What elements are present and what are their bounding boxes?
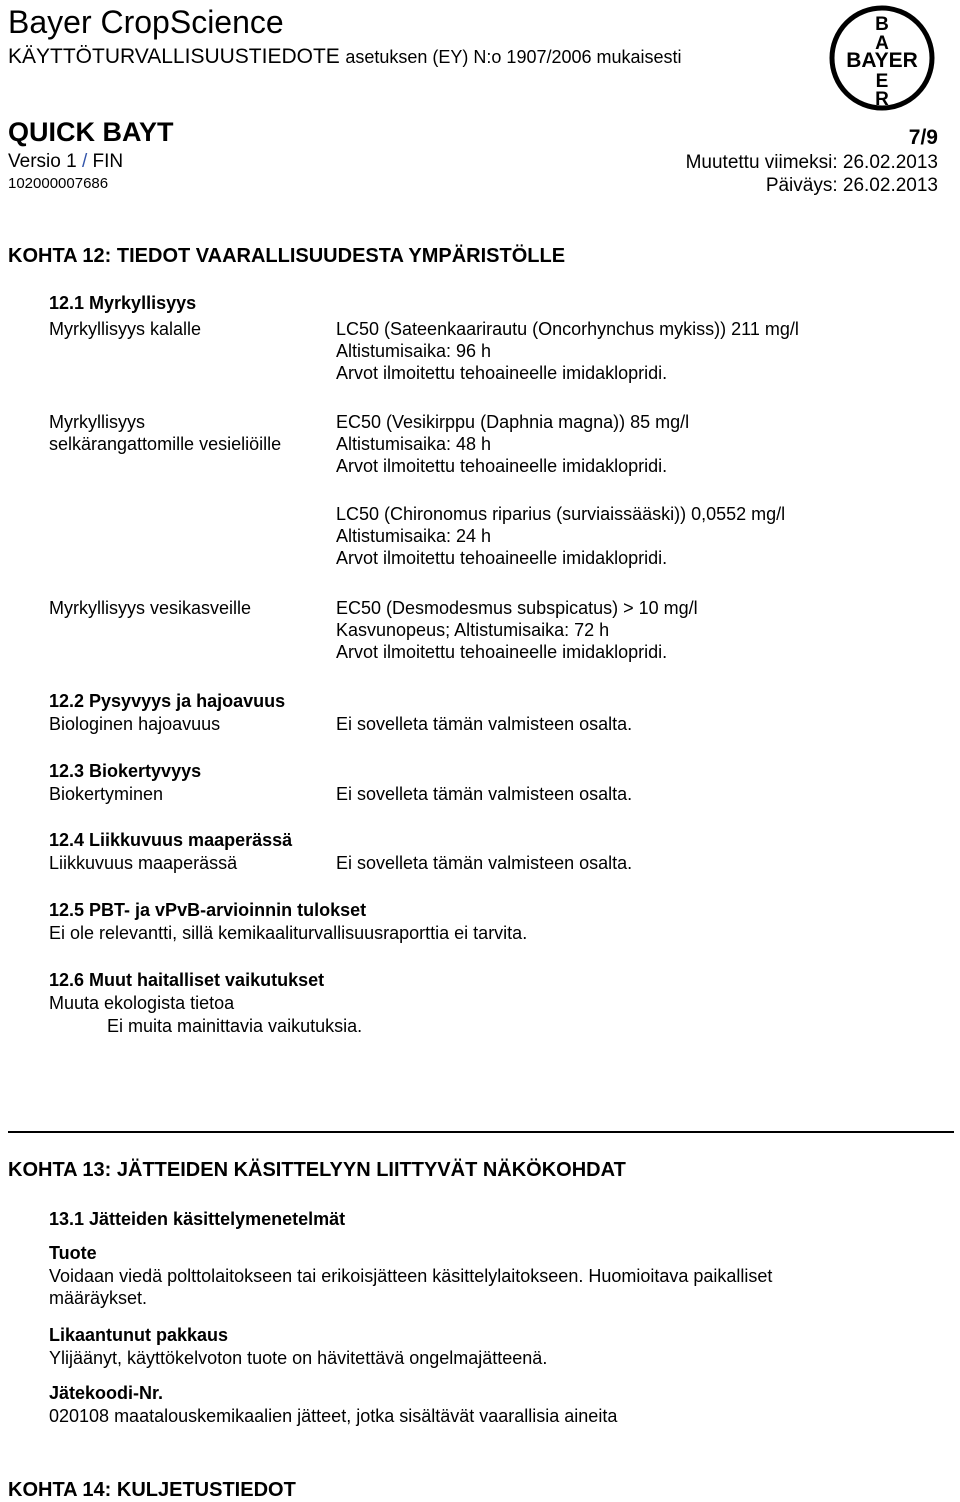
version-slash: / xyxy=(81,151,88,172)
invertebrate-label-line-1: Myrkyllisyys xyxy=(49,412,145,432)
product-name: QUICK BAYT xyxy=(8,117,174,147)
ecological-info-text: Ei muita mainittavia vaikutuksia. xyxy=(107,1016,363,1036)
version-label: Versio xyxy=(8,151,61,172)
aquatic-plant-toxicity-values xyxy=(336,597,698,663)
invertebrate-toxicity-label xyxy=(49,411,281,455)
subsection-13-1-title: 13.1 Jätteiden käsittelymenetelmät xyxy=(49,1209,346,1229)
invertebrate-label-line-2: selkärangattomille vesieliöille xyxy=(49,434,282,454)
product-disposal-line-2: määräykset. xyxy=(49,1288,148,1308)
bioaccumulation-value: Ei sovelleta tämän valmisteen osalta. xyxy=(336,784,633,804)
daphnia-ec50: EC50 (Vesikirppu (Daphnia magna)) 85 mg/l xyxy=(336,412,690,432)
svg-text:B: B xyxy=(875,14,889,35)
product-disposal-line-1: Voidaan viedä polttolaitokseen tai erikoisjätteen käsittelylaitokseen. Huomioitava paikalliset xyxy=(49,1266,773,1286)
packaging-disposal-text: Ylijäänyt, käyttökelvoton tuote on hävitettävä ongelmajätteenä. xyxy=(49,1348,548,1368)
chironomus-lc50: LC50 (Chironomus riparius (surviaissääski)) 0,0552 mg/l xyxy=(336,504,786,524)
waste-code-label: Jätekoodi-Nr. xyxy=(49,1383,164,1403)
regulation: asetuksen (EY) N:o 1907/2006 mukaisesti xyxy=(345,47,682,67)
product-disposal-label: Tuote xyxy=(49,1243,97,1263)
bioaccumulation-label: Biokertyminen xyxy=(49,784,164,804)
svg-text:R: R xyxy=(875,89,889,110)
pbt-assessment-text: Ei ole relevantti, sillä kemikaaliturvallisuusraporttia ei tarvita. xyxy=(49,923,528,943)
chironomus-note: Arvot ilmoitettu tehoaineelle imidaklopridi. xyxy=(336,548,668,568)
svg-text:BAYER: BAYER xyxy=(846,49,918,72)
version-number: 1 xyxy=(66,151,77,172)
packaging-disposal-label: Likaantunut pakkaus xyxy=(49,1325,229,1345)
invertebrate-toxicity-values-2 xyxy=(336,503,785,569)
document-type: KÄYTTÖTURVALLISUUSTIEDOTE xyxy=(8,45,340,68)
subsection-12-6-title: 12.6 Muut haitalliset vaikutukset xyxy=(49,970,325,990)
revised-date: Muutettu viimeksi: 26.02.2013 xyxy=(685,152,938,173)
document-type-line xyxy=(8,44,682,70)
soil-mobility-label: Liikkuvuus maaperässä xyxy=(49,853,238,873)
soil-mobility-value: Ei sovelleta tämän valmisteen osalta. xyxy=(336,853,633,873)
subsection-12-1-title: 12.1 Myrkyllisyys xyxy=(49,293,197,313)
biodegradability-value: Ei sovelleta tämän valmisteen osalta. xyxy=(336,714,633,734)
subsection-12-2-title: 12.2 Pysyvyys ja hajoavuus xyxy=(49,691,286,711)
subsection-12-3-title: 12.3 Biokertyvyys xyxy=(49,761,202,781)
ecological-info-label: Muuta ekologista tietoa xyxy=(49,993,235,1013)
product-disposal-text xyxy=(49,1265,772,1309)
subsection-12-4-title: 12.4 Liikkuvuus maaperässä xyxy=(49,830,293,850)
desmodesmus-ec50: EC50 (Desmodesmus subspicatus) > 10 mg/l xyxy=(336,598,698,618)
fish-toxicity-values xyxy=(336,318,799,384)
svg-text:E: E xyxy=(875,71,889,92)
chironomus-exposure: Altistumisaika: 24 h xyxy=(336,526,492,546)
invertebrate-toxicity-values-1 xyxy=(336,411,689,477)
bayer-logo xyxy=(828,4,936,112)
language-code: FIN xyxy=(92,151,124,172)
section-12-title: KOHTA 12: TIEDOT VAARALLISUUDESTA YMPÄRISTÖLLE xyxy=(8,245,566,267)
fish-exposure: Altistumisaika: 96 h xyxy=(336,341,492,361)
section-14-title: KOHTA 14: KULJETUSTIEDOT xyxy=(8,1479,296,1501)
subsection-12-5-title: 12.5 PBT- ja vPvB-arvioinnin tulokset xyxy=(49,900,367,920)
section-13-title: KOHTA 13: JÄTTEIDEN KÄSITTELYYN LIITTYVÄT NÄKÖKOHDAT xyxy=(8,1159,626,1181)
section-divider xyxy=(8,1131,954,1133)
fish-lc50: LC50 (Sateenkaarirautu (Oncorhynchus mykiss)) 211 mg/l xyxy=(336,319,799,339)
document-date: Päiväys: 26.02.2013 xyxy=(765,175,938,196)
page-number: 7/9 xyxy=(908,126,938,149)
company-name: Bayer CropScience xyxy=(8,4,284,40)
svg-text:A: A xyxy=(875,33,889,54)
daphnia-note: Arvot ilmoitettu tehoaineelle imidaklopridi. xyxy=(336,456,668,476)
desmodesmus-exposure: Kasvunopeus; Altistumisaika: 72 h xyxy=(336,620,610,640)
waste-code-text: 020108 maatalouskemikaalien jätteet, jotka sisältävät vaarallisia aineita xyxy=(49,1406,618,1426)
aquatic-plant-toxicity-label: Myrkyllisyys vesikasveille xyxy=(49,598,252,618)
version-line xyxy=(8,150,123,173)
desmodesmus-note: Arvot ilmoitettu tehoaineelle imidaklopridi. xyxy=(336,642,668,662)
fish-toxicity-label: Myrkyllisyys kalalle xyxy=(49,319,202,339)
daphnia-exposure: Altistumisaika: 48 h xyxy=(336,434,492,454)
document-code: 102000007686 xyxy=(8,175,109,192)
biodegradability-label: Biologinen hajoavuus xyxy=(49,714,221,734)
fish-note: Arvot ilmoitettu tehoaineelle imidaklopridi. xyxy=(336,363,668,383)
